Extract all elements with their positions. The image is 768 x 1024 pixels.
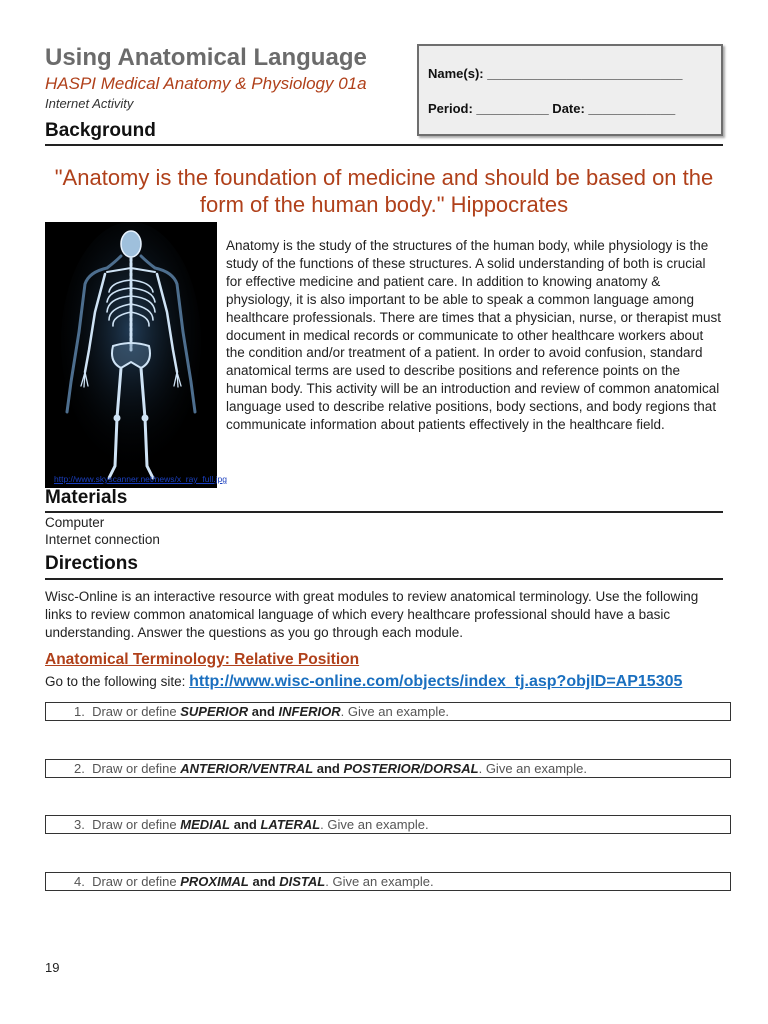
question-row-2[interactable] <box>45 759 731 778</box>
background-paragraph: Anatomy is the study of the structures of the human body, while physiology is the study of the functions of these structures. A solid understanding of both is crucial for effective medicine and patient care. In addition to knowing anatomy & physiology, it is also important to be able to speak a common language among healthcare professionals. There are times that a physician, nurse, or therapist must document in medical records or communicate to other healthcare workers about the condition and/or treatment of a patient. In order to avoid confusion, standard anatomical terms are used to describe positions and reference points on the human body. This activity will be an introduction and review of common anatomical language used to describe relative positions, body sections, and body regions that communicate information about patients effectively in the healthcare field. <box>226 238 721 433</box>
xray-skeleton-image <box>45 222 217 488</box>
question-number: 2. <box>74 761 85 776</box>
question-term: MEDIAL <box>180 817 231 832</box>
hippocrates-quote: "Anatomy is the foundation of medicine and should be based on the form of the human body." Hippocrates <box>54 165 714 217</box>
background-heading: Background <box>45 120 156 141</box>
question-number: 3. <box>74 817 85 832</box>
question-and: and <box>251 704 275 719</box>
question-and: and <box>252 874 276 889</box>
question-and: and <box>316 761 340 776</box>
question-row-3[interactable] <box>45 815 731 834</box>
goto-instruction <box>45 673 682 691</box>
course-subtitle: HASPI Medical Anatomy & Physiology 01a <box>45 74 367 93</box>
material-item-computer: Computer <box>45 515 105 530</box>
question-suffix: . Give an example. <box>325 874 434 889</box>
directions-heading: Directions <box>45 553 138 574</box>
image-source-link[interactable]: http://www.skyscanner.net/news/x_ray_full.jpg <box>54 474 227 484</box>
question-term: INFERIOR <box>278 704 341 719</box>
skeleton-illustration <box>45 222 217 488</box>
question-row-4[interactable] <box>45 872 731 891</box>
question-term: PROXIMAL <box>180 874 249 889</box>
question-prefix: Draw or define <box>92 704 177 719</box>
relative-position-subheading: Anatomical Terminology: Relative Position <box>45 651 360 668</box>
goto-text: Go to the following site: <box>45 674 186 689</box>
question-term: ANTERIOR/VENTRAL <box>180 761 314 776</box>
materials-divider <box>45 511 723 513</box>
materials-heading: Materials <box>45 487 128 508</box>
question-prefix: Draw or define <box>92 817 177 832</box>
question-prefix: Draw or define <box>92 874 177 889</box>
material-item-internet: Internet connection <box>45 532 160 547</box>
directions-divider <box>45 578 723 580</box>
name-period-box <box>417 44 723 136</box>
question-and: and <box>233 817 257 832</box>
background-divider <box>45 144 723 146</box>
question-term: SUPERIOR <box>180 704 249 719</box>
page-title: Using Anatomical Language <box>45 44 367 71</box>
question-number: 1. <box>74 704 85 719</box>
question-prefix: Draw or define <box>92 761 177 776</box>
question-term: DISTAL <box>279 874 326 889</box>
question-row-1[interactable] <box>45 702 731 721</box>
question-suffix: . Give an example. <box>320 817 429 832</box>
directions-paragraph: Wisc-Online is an interactive resource with great modules to review anatomical terminology. Use the following links to review common anatomical language of which every healthcare professional should have a basic understanding. Answer the questions as you go through each module. <box>45 589 699 640</box>
question-term: LATERAL <box>260 817 321 832</box>
period-date-field[interactable]: Period: __________ Date: ____________ <box>428 101 676 116</box>
question-suffix: . Give an example. <box>340 704 450 719</box>
question-number: 4. <box>74 874 85 889</box>
name-field[interactable]: Name(s): ___________________________ <box>428 66 683 81</box>
question-term: POSTERIOR/DORSAL <box>343 761 479 776</box>
wisc-online-link[interactable]: http://www.wisc-online.com/objects/index_tj.asp?objID=AP15305 <box>189 673 683 690</box>
page-number: 19 <box>45 960 60 975</box>
activity-type: Internet Activity <box>45 96 134 111</box>
question-suffix: . Give an example. <box>478 761 587 776</box>
